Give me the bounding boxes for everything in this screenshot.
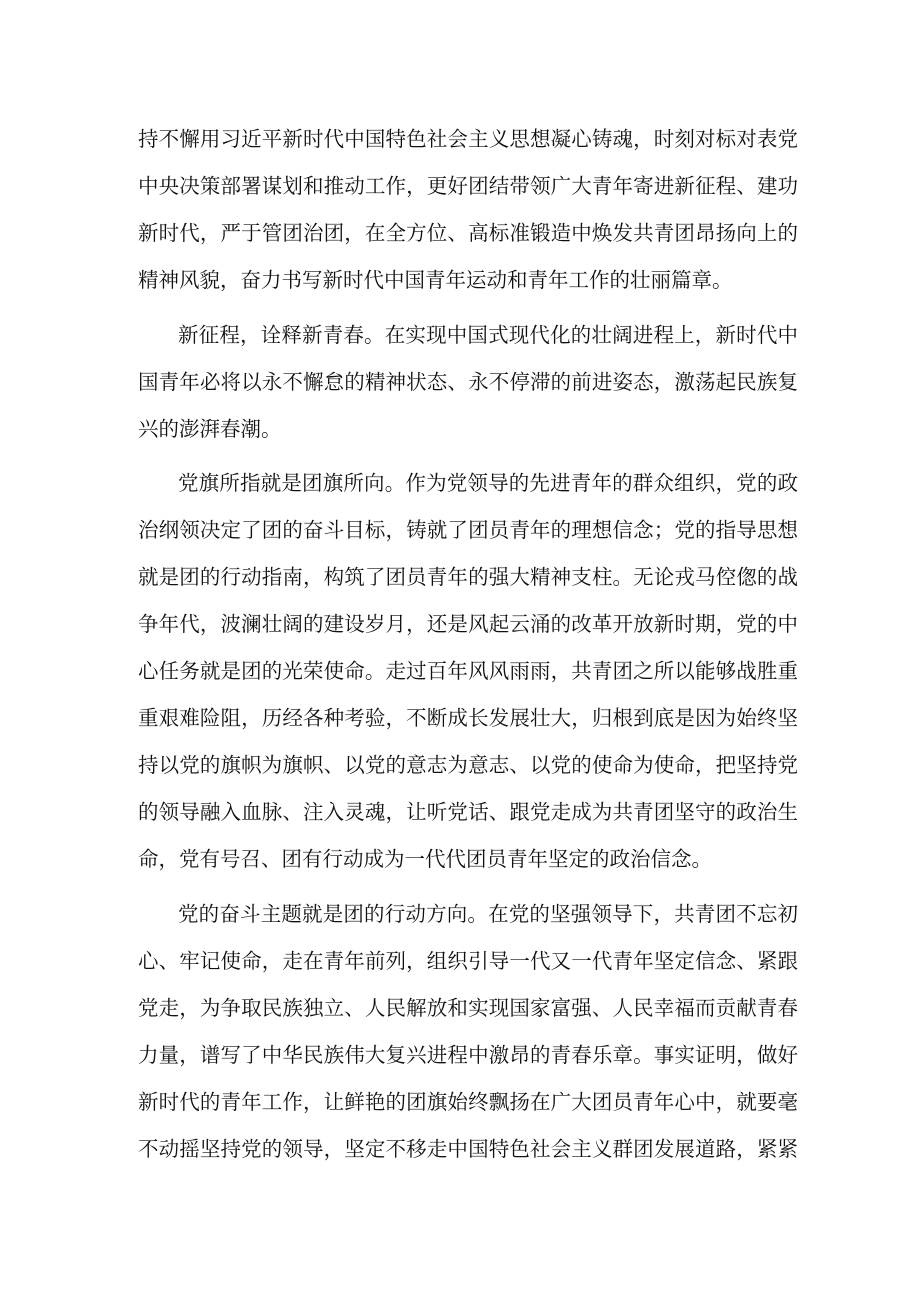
text-line: 的领导融入血脉、注入灵魂，让听党话、跟党走成为共青团坚守的政治生 (138, 800, 798, 824)
text-line: 心任务就是团的光荣使命。走过百年风风雨雨，共青团之所以能够战胜重 (138, 659, 798, 683)
text-line: 兴的澎湃春潮。 (138, 417, 282, 441)
text-line: 党走，为争取民族独立、人民解放和实现国家富强、人民幸福而贡献青春 (138, 996, 798, 1020)
text-line: 不动摇坚持党的领导，坚定不移走中国特色社会主义群团发展道路，紧紧 (138, 1137, 798, 1161)
paragraph-first-line: 新征程，诠释新青春。在实现中国式现代化的壮阔进程上，新时代中 (178, 323, 798, 347)
text-line: 新时代的青年工作，让鲜艳的团旗始终飘扬在广大团员青年心中，就要毫 (138, 1090, 798, 1114)
text-line: 中央决策部署谋划和推动工作，更好团结带领广大青年寄进新征程、建功 (138, 174, 798, 198)
paragraph-first-line: 党的奋斗主题就是团的行动方向。在党的坚强领导下，共青团不忘初 (178, 902, 798, 926)
text-line: 力量，谱写了中华民族伟大复兴进程中激昂的青春乐章。事实证明，做好 (138, 1043, 798, 1067)
text-line: 国青年必将以永不懈怠的精神状态、永不停滞的前进姿态，激荡起民族复 (138, 370, 798, 394)
text-line: 持以党的旗帜为旗帜、以党的意志为意志、以党的使命为使命，把坚持党 (138, 753, 798, 777)
text-line: 重艰难险阻，历经各种考验，不断成长发展壮大，归根到底是因为始终坚 (138, 706, 798, 730)
text-line: 心、牢记使命，走在青年前列，组织引导一代又一代青年坚定信念、紧跟 (138, 949, 798, 973)
text-line: 命，党有号召、团有行动成为一代代团员青年坚定的政治信念。 (138, 847, 712, 871)
text-line: 治纲领决定了团的奋斗目标，铸就了团员青年的理想信念；党的指导思想 (138, 518, 798, 542)
text-line: 精神风貌，奋力书写新时代中国青年运动和青年工作的壮丽篇章。 (138, 268, 733, 292)
text-line: 就是团的行动指南，构筑了团员青年的强大精神支柱。无论戎马倥偬的战 (138, 565, 798, 589)
text-line: 持不懈用习近平新时代中国特色社会主义思想凝心铸魂，时刻对标对表党 (138, 127, 798, 151)
text-line: 新时代，严于管团治团，在全方位、高标准锻造中焕发共青团昂扬向上的 (138, 221, 798, 245)
text-line: 争年代，波澜壮阔的建设岁月，还是风起云涌的改革开放新时期，党的中 (138, 612, 798, 636)
paragraph-first-line: 党旗所指就是团旗所向。作为党领导的先进青年的群众组织，党的政 (178, 471, 798, 495)
